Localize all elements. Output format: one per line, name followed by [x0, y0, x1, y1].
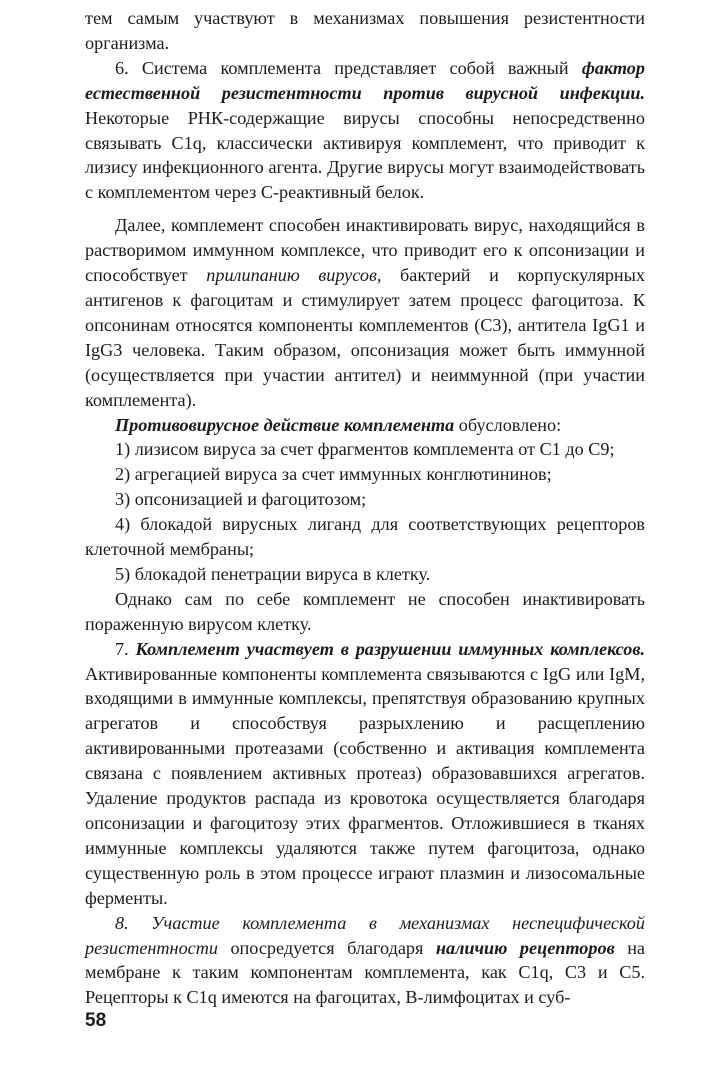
paragraph-8-mid: опосредуется благодаря	[217, 937, 436, 958]
paragraph-further-part1: Далее, комплемент способен инактивировать вирус, находящийся в растворимом иммунном комплексе, что приводит его к опсонизации и способствует	[85, 215, 645, 286]
list-item: 4) блокадой вирусных лиганд для соответствующих рецепторов клеточной мембраны;	[85, 514, 645, 560]
paragraph-8-emphasis: наличию рецепторов	[435, 937, 615, 958]
paragraph-8-rest: на мембране к таким компонентам комплемента, как C1q, C3 и C5. Рецепторы к C1q имеются на фагоцитах, В-лимфоцитах и суб-	[85, 937, 645, 1008]
paragraph-8	[85, 911, 645, 1011]
paragraph-however: Однако сам по себе комплемент не способен инактивировать пораженную вирусом клетку.	[85, 588, 645, 634]
paragraph-antiviral	[85, 413, 645, 438]
paragraph-6	[85, 56, 645, 205]
paragraph-further	[85, 213, 645, 412]
paragraph-7-rest: Активированные компоненты комплемента связываются с IgG или IgM, входящими в иммунные комплексы, препятствуя образованию крупных агрегатов и способствуя разрыхлению и расщеплению активированными протеазами (собственно и активация комплемента связана с появлением активных протеаз) образовавшихся агрегатов. Удаление продуктов распада из кровотока осуществляется благодаря опсонизации и фагоцитозу этих фрагментов. Отложившиеся в тканях иммунные комплексы удаляются также путем фагоцитоза, однако существенную роль в этом процессе играют плазмин и лизосомальные ферменты.	[85, 663, 645, 908]
paragraph-6-lead: 6. Система комплемента представляет собой важный	[115, 57, 582, 78]
paragraph-antiviral-rest: обусловлено:	[454, 414, 562, 435]
paragraph-7-emphasis: Комплемент участвует в разрушении иммунных комплексов.	[135, 638, 646, 659]
paragraph-8-italic: 8. Участие комплемента в механизмах неспецифической резистентности	[85, 912, 645, 958]
paragraph-intro: тем самым участвуют в механизмах повышения резистентности организма.	[85, 8, 645, 53]
paragraph-further-emphasis: прилипанию вирусов	[206, 265, 377, 286]
paragraph-antiviral-emphasis: Противовирусное действие комплемента	[115, 414, 455, 435]
list-item: 5) блокадой пенетрации вируса в клетку.	[115, 563, 431, 584]
page-text	[85, 6, 645, 1010]
paragraph-6-emphasis: фактор естественной резистентности против вирусной инфекции.	[85, 57, 645, 103]
list-item: 1) лизисом вируса за счет фрагментов комплемента от C1 до C9;	[115, 439, 615, 460]
list-item: 2) агрегацией вируса за счет иммунных конглютининов;	[115, 464, 552, 485]
paragraph-7	[85, 637, 645, 911]
paragraph-further-part2: , бактерий и корпускулярных антигенов к фагоцитам и стимулирует затем процесс фагоцитоза. К опсонинам относятся компоненты комплементов (C3), антитела IgG1 и IgG3 человека. Таким образом, опсонизация может быть иммунной (осуществляется при участии антител) и неиммунной (при участии комплемента).	[85, 265, 645, 410]
paragraph-6-rest: Некоторые РНК-содержащие вирусы способны непосредственно связывать C1q, классически активируя комплемент, что приводит к лизису инфекционного агента. Другие вирусы могут взаимодействовать с комплементом через С-реактивный белок.	[85, 107, 645, 203]
list-item: 3) опсонизацией и фагоцитозом;	[115, 489, 367, 510]
page-number: 58	[85, 1010, 107, 1031]
paragraph-7-lead: 7.	[115, 638, 136, 659]
